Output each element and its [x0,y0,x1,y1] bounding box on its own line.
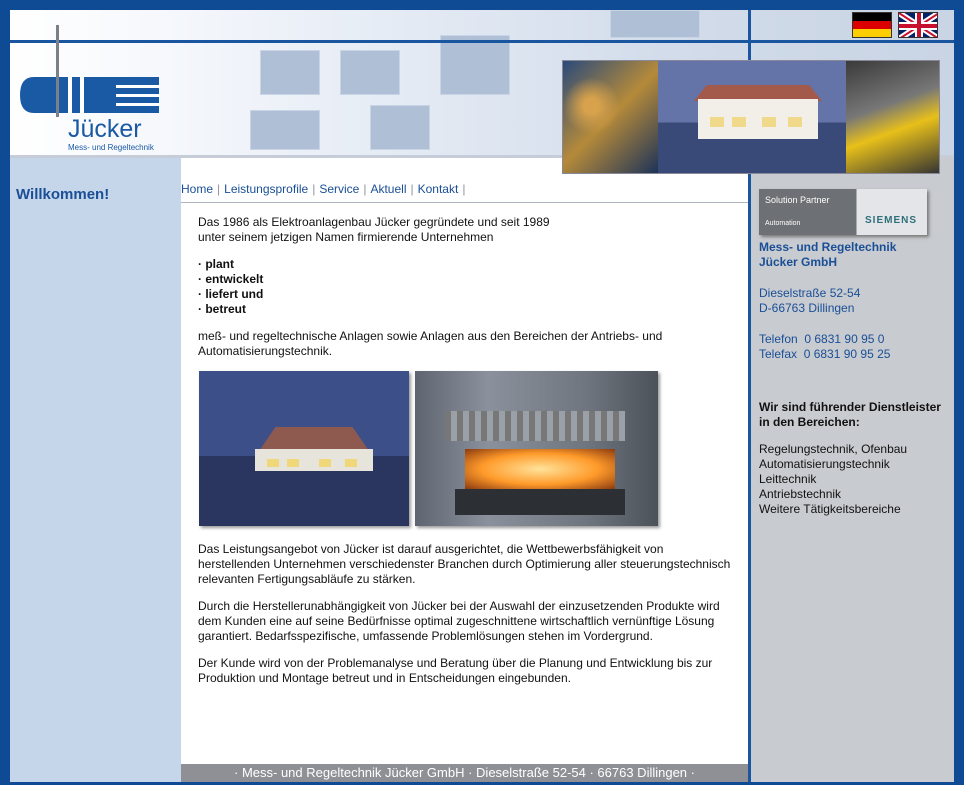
logo-mark-icon [20,25,170,117]
company-logo[interactable] [20,25,170,155]
service-area: Antriebstechnik [759,487,842,501]
content-text [198,215,733,698]
nav-home[interactable]: Home [181,182,214,196]
welcome-heading: Willkommen! [16,186,110,203]
photo-industrial-oven [415,371,658,526]
address-street: Dieselstraße 52-54 [759,286,861,300]
bullet-item: · betreut [198,302,246,316]
bullet-item: · plant [198,257,234,271]
footer-address-bar: · Mess- und Regeltechnik Jücker GmbH · Dieselstraße 52-54 · 66763 Dillingen · [181,764,748,782]
siemens-partner-badge[interactable] [759,189,927,235]
company-name [759,240,949,270]
paragraph-offer: Das Leistungsangebot von Jücker ist darauf ausgerichtet, die Wettbewerbsfähigkeit von herstellenden Unternehmen verschiedenster Branchen durch Optimierung aller steuerungstechnisch relevanten Fertigungsabläufe zu stärken. [198,542,731,586]
nav-service[interactable]: Service [319,182,360,196]
content-images [199,371,733,528]
photo-automation-machine [846,61,940,173]
phone: Telefon 0 6831 90 95 0 [759,332,885,346]
main-content [181,158,748,764]
flag-uk-icon[interactable] [898,12,938,38]
nav-leistungsprofile[interactable]: Leistungsprofile [224,182,309,196]
building-window [788,117,802,127]
service-area: Regelungstechnik, Ofenbau [759,442,908,456]
building-window [345,459,357,467]
nav-aktuell[interactable]: Aktuell [370,182,407,196]
intro-paragraph [198,215,733,245]
header-photo-strip [562,60,940,174]
header-background-window [260,50,320,95]
header-background-window [250,110,320,150]
nav-separator: | [363,182,367,196]
nav-kontakt[interactable]: Kontakt [417,182,459,196]
phone-numbers [759,332,949,362]
contact-info [759,240,949,517]
address [759,286,949,316]
building-window [319,459,331,467]
services-heading: Wir sind führender Dienstleister in den Bereichen: [759,400,941,429]
service-area: Weitere Tätigkeitsbereiche [759,502,901,516]
paragraph-support: Der Kunde wird von der Problemanalyse und Beratung über die Planung und Entwicklung bis zur Produktion und Montage betreut und in Entscheidungen eingebunden. [198,656,713,685]
bullet-item: · entwickelt [198,272,264,286]
logo-brand-text: Jücker [68,115,142,143]
oven-top [445,411,625,441]
building-window [267,459,279,467]
photo-building-evening [199,371,409,526]
company-line-2: Jücker GmbH [759,255,838,269]
service-bullets [198,257,733,317]
company-line-1: Mess- und Regeltechnik [759,240,897,254]
oven-base [455,489,625,515]
bullet-item: · liefert und [198,287,264,301]
badge-line-2: Automation [765,220,801,227]
page-frame [10,10,954,782]
building-roof [259,427,369,451]
nav-separator: | [312,182,316,196]
header-background-window [340,50,400,95]
service-area: Automatisierungstechnik [759,457,890,471]
services-list [759,442,949,517]
paragraph-areas: meß- und regeltechnische Anlagen sowie Anlagen aus den Bereichen der Antriebs- und Automatisierungstechnik. [198,329,663,358]
nav-separator: | [462,182,466,196]
header-background-window [370,105,430,150]
address-city: D-66763 Dillingen [759,301,855,315]
service-area: Leittechnik [759,472,817,486]
photo-company-building [658,61,846,173]
building-window [710,117,724,127]
oven-glow [465,449,615,489]
building-window [762,117,776,127]
intro-line-1: Das 1986 als Elektroanlagenbau Jücker gegründete und seit 1989 [198,215,550,229]
nav-separator: | [410,182,414,196]
main-nav [181,182,748,196]
nav-divider [181,202,748,203]
header-background-window [440,35,510,95]
building-window [287,459,299,467]
paragraph-independence: Durch die Herstellerunabhängigkeit von Jücker bei der Auswahl der einzusetzenden Produkte wird dem Kunden eine auf seine Bedürfnisse optimal zugeschnittene wirtschaftlich vernünftige Lösung garantiert. Bedarfsspezifische, umfassende Problemlösungen stehen im Vordergrund. [198,599,720,643]
siemens-logo: SIEMENS [865,215,918,226]
intro-line-2: unter seinem jetzigen Namen firmierende Unternehmen [198,230,494,244]
flag-germany-icon[interactable] [852,12,892,38]
logo-tagline: Mess- und Regeltechnik [68,143,154,152]
building-window [732,117,746,127]
photo-industrial-plant [563,61,658,173]
badge-line-1: Solution Partner [765,195,830,205]
right-sidebar [748,158,954,782]
header-background-window [610,10,700,38]
nav-separator: | [217,182,221,196]
fax: Telefax 0 6831 90 95 25 [759,347,891,361]
